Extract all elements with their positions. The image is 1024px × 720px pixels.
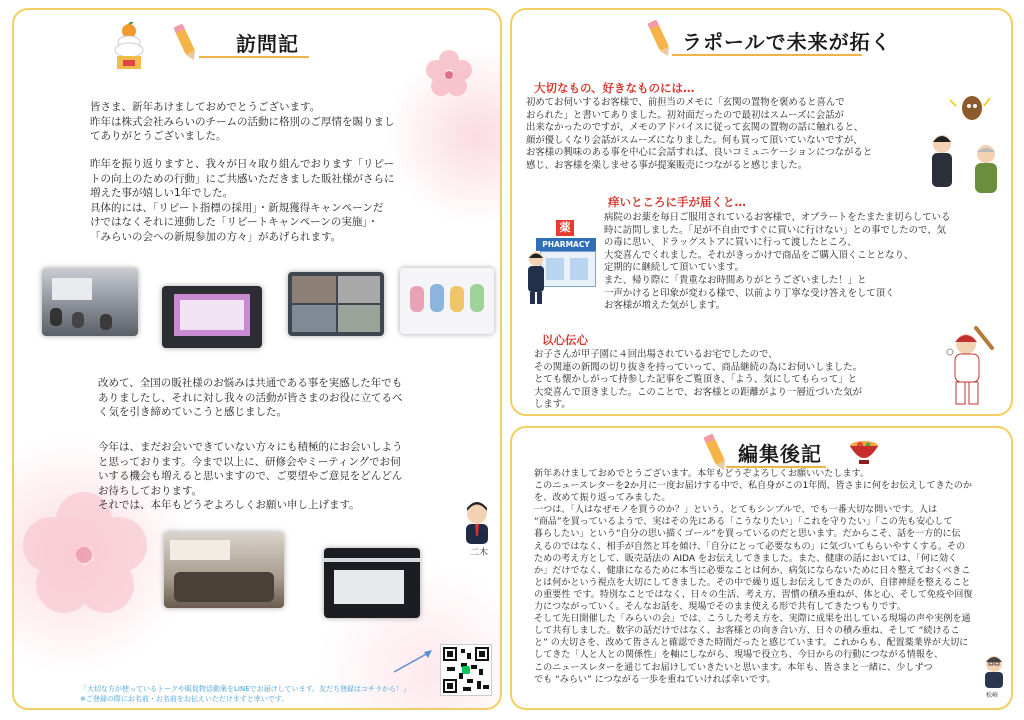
photo-meeting-room — [42, 268, 138, 336]
editors-note-body: 新年あけましておめでとうございます。本年もどうぞよろしくお願いいたします。 このニュースレターを2か月に一度お届けする中で、私自身がこの1年間、皆さまに何をお伝えしてきたのか を、改めて振り返ってみました。 一つは、「人はなぜモノを買うのか？」という、とてもシンプルで、でも一番大切な問いです。人は “商品”を買っているようで、実はその先にある「こうなりたい」「これを守りたい」「この先も安心して 暮らしたい」という“自分の思い描くゴール”を買っているのだと思います。だからこそ、話を一方的に伝 えるのではなく、相手が自然と耳を傾け、「自分にとって必要なもの」に気づいてもらいやすくする。その ための考え方として、販売話法の AIDA をお伝えしてきました。また、健康の話においては、「何に効く か」だけでなく、健康になるために本当に必要なことは何か、病気にならないために日々整えておくべきこ とは何かという視点を大切にしてきました。その中で繰り返しお伝えしてきたのが、自律神経を整えること の重要性 です。特別なことではなく、日々の生活、考え方、習慣の積み重ねが、体と心、そして免疫や回復 力につながっていく。そんなお話を、現場でそのまま使える形で共有してきたつもりです。 そして先日開催した「みらいの会」では、こうした考え方を、実際に成果を出している現場の声や実例を通 して共有しました。数字の話だけではなく、お客様との向き合い方、日々の積み重ね、そして “続けるこ と” の大切さを、改めて皆さんと確認できた時間だったと感じています。これからも、配置薬業界が大切に してきた「人と人との関係性」を軸にしながら、現場で役立ち、今日からの行動につながる情報を、 このニュースレターを通じてお届けしていきたいと思います。本年も、皆さまと一緒に、少しずつ でも “みらい” につながる一歩を重ねていければ幸いです。 — [534, 469, 973, 685]
editor-avatar — [982, 654, 1006, 688]
plum-blossom-decoration — [404, 30, 494, 130]
editors-note-panel — [510, 426, 1013, 710]
salesman-customer-illustration — [920, 92, 1010, 202]
review-paragraph: 昨年を振り返りますと、我々が日々取り組んでおります「リピー トの向上のための行動」にご共感いただきました販社様がさらに 増えた事が嬉しい1年でした。 具体的には、「リピート指標の採用」・新規獲得キャンペーンだ けではなくそれに連動した「リピートキャンペーンの実施」・ 「みらいの会への新規参加の方々」があげられます。 — [90, 158, 395, 243]
section-title: 編集後記 — [738, 442, 822, 466]
page-title: 訪問記 — [236, 32, 299, 56]
line-qr-code[interactable] — [440, 644, 492, 696]
pencil-icon — [703, 433, 726, 468]
baseball-player-illustration — [942, 322, 1002, 412]
photo-presentation-slide — [400, 268, 494, 334]
story-treasures: 初めてお伺いするお客様で、前担当のメモに「玄関の置物を褒めると喜んで おられた」と書いてありました。初対面だったので最初はスムーズに会話が 出来なかったのですが、メモのアドバイスに従って玄関の置物の話に触れると、 顔が優しくなり会話がスムーズになりました。何も買って頂いていないですが、 お客様の興味のある事を中心に会話すれば、良いコミュニケーションにつながると 感じ、お客様を楽しませる事が提案販売につながると感じました。 — [526, 97, 873, 171]
photo-group-seminar — [164, 532, 284, 608]
section-title: ラポールで未来が拓く — [682, 30, 892, 54]
story-telepathy: お子さんが甲子園に４回出場されているお宅でしたので、 その関連の新聞の切り抜きを持っていって、商品継続の為にお伺いしました。 とても懐かしがって持参した記事をご覧頂き、「よう、気にしてもらって」と 大変喜んで頂きました。このことで、お客様との距離がより一層近づいた気が します。 — [534, 349, 862, 411]
title-underline — [199, 56, 309, 58]
photo-laptop-screen — [162, 286, 262, 348]
story-itchy-spot: 病院のお薬を毎日ご服用されているお客様で、オブラートをたまたま切らしている 時に訪問しました。「足が不自由ですぐに買いに行けない」との事でしたので、気 の毒に思い、ドラッグストアに買いに行って渡したところ、 大変喜んでくれました。それがきっかけで商品をご購入頂くこととなり、 定期的に継続して頂いています。 また、帰り際に「貴重なお時間ありがとうございました！」と 一声かけると印象が変わる様で、以前より丁寧な受け答えをして頂く お客様が増えた気がします。 — [604, 212, 951, 312]
arrow-icon — [390, 646, 436, 676]
photo-online-meeting — [288, 272, 384, 336]
new-year-goals-paragraph: 今年は、まだお会いできていない方々にも積極的にお会いしよう と思っております。今まで以上に、研修会やミーティングでお伺 いする機会も増えると思いますので、ご要望やご意見をどんどん お待ちしております。 それでは、本年もどうぞよろしくお願い申し上げます。 — [98, 441, 403, 511]
reflection-paragraph: 改めて、全国の販社様のお悩みは共通である事を実感した年でも ありましたし、それに対し我々の活動が皆さまのお役に立てるべ く気を引き締めていこうと感じました。 — [98, 377, 403, 418]
subheading-itchy-spot: 痒いところに手が届くと… — [608, 195, 746, 209]
line-footnote: 「大切な方が使っているトークや販促物活動案をLINEでお届けしています。友だち登録はコチラから！」 ※ご登録の際にお名前・お名前をお伝えいただけますと幸いです。 — [80, 685, 411, 703]
editor-name: 松崎 — [986, 692, 999, 699]
subheading-treasures: 大切なもの、好きなものには… — [534, 81, 695, 95]
intro-paragraph: 皆さま、新年あけましておめでとうございます。 昨年は株式会社みらいのチームの活動に格別のご厚情を賜りまし てありがとうございました。 — [90, 101, 395, 142]
title-underline — [672, 54, 862, 56]
photo-conference-hall — [324, 548, 420, 618]
pharmacy-illustration — [524, 220, 600, 310]
author-name: 二木 — [470, 548, 489, 558]
visit-report-panel — [12, 8, 502, 710]
rapport-panel — [510, 8, 1013, 416]
pharmacy-kanji-sign: 薬 — [556, 220, 574, 236]
kagami-mochi-icon — [109, 22, 149, 72]
pencil-icon — [647, 19, 670, 54]
zoni-bowl-icon — [848, 436, 880, 466]
subheading-telepathy: 以心伝心 — [542, 333, 588, 347]
author-avatar — [462, 500, 492, 544]
pencil-icon — [173, 23, 196, 58]
pharmacy-sign: PHARMACY — [536, 238, 596, 251]
